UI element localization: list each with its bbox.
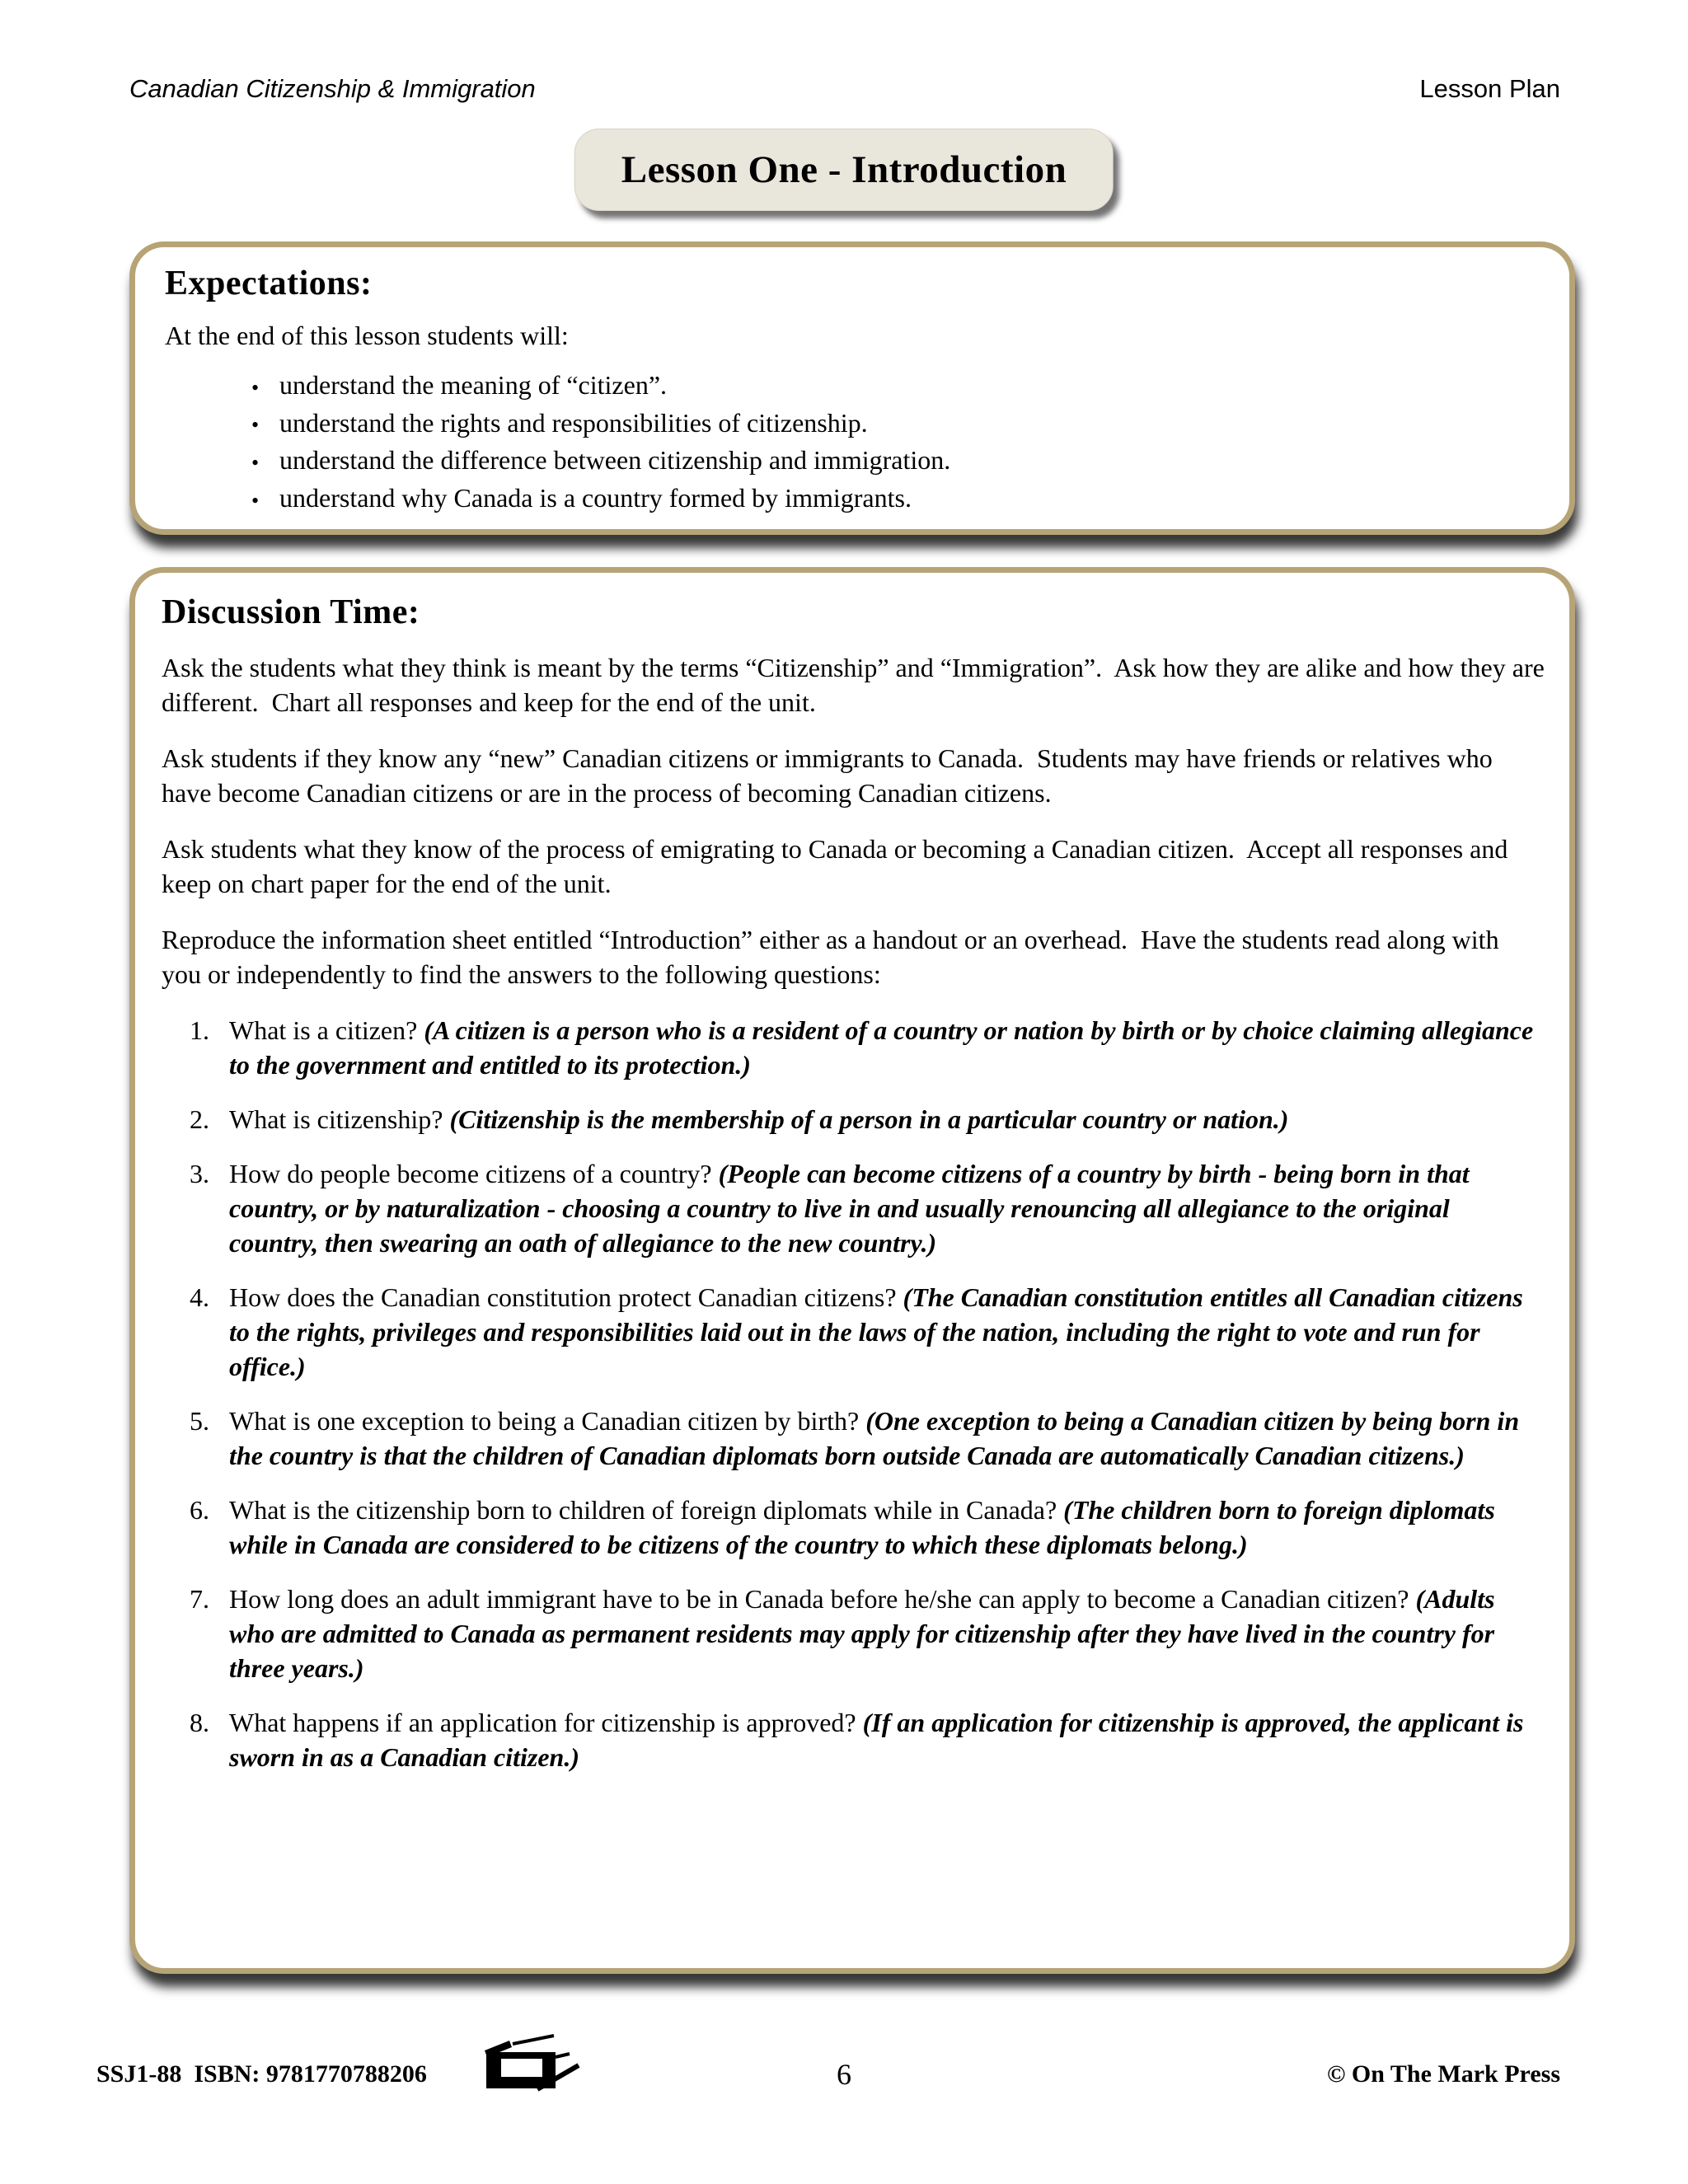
list-item-text: understand why Canada is a country formed by immigrants. xyxy=(279,482,912,513)
question: What is one exception to being a Canadian citizen by birth? xyxy=(229,1406,860,1436)
question-number: 1. xyxy=(190,1015,209,1045)
answer: (Adults who are admitted to Canada as permanent residents may apply for citizenship after they have lived in the country for three years.) xyxy=(229,1584,1495,1683)
list-item xyxy=(251,443,1541,480)
lesson-title-bubble xyxy=(574,129,1114,211)
question-text xyxy=(229,1102,1545,1137)
page-type-label: Lesson Plan xyxy=(1419,74,1560,103)
answer: (The children born to foreign diplomats while in Canada are considered to be citizens of the country to which these diplomats belong.) xyxy=(229,1495,1495,1559)
isbn-label: SSJ1-88 ISBN: 9781770788206 xyxy=(96,2060,427,2088)
answer: (If an application for citizenship is approved, the applicant is sworn in as a Canadian citizen.) xyxy=(229,1708,1524,1772)
list-item xyxy=(251,480,1541,518)
answer: (People can become citizens of a country by birth - being born in that country, or by naturalization - choosing a country to live in and usually renouncing all allegiance to the original country, then swearing an oath of allegiance to the new country.) xyxy=(229,1159,1470,1258)
copyright: © On The Mark Press xyxy=(1327,2060,1560,2088)
question-number: 2. xyxy=(190,1104,209,1134)
question-number: 3. xyxy=(190,1159,209,1188)
question: How long does an adult immigrant have to be in Canada before he/she can apply to become a Canadian citizen? xyxy=(229,1584,1409,1614)
discussion-panel xyxy=(129,567,1575,1974)
question-item xyxy=(162,1280,1545,1384)
question-number: 8. xyxy=(190,1708,209,1737)
question-text xyxy=(229,1582,1545,1685)
question-number: 6. xyxy=(190,1495,209,1525)
expectations-panel xyxy=(129,241,1575,535)
question: How does the Canadian constitution protect Canadian citizens? xyxy=(229,1282,897,1312)
paragraph: Reproduce the information sheet entitled “Introduction” either as a handout or an overhead. Have the students read along with you or independently to find the answers to the following questions: xyxy=(162,925,1506,989)
question-item xyxy=(162,1493,1545,1562)
question-item xyxy=(162,1705,1545,1774)
page-footer xyxy=(0,2057,1688,2148)
answer: (The Canadian constitution entitles all Canadian citizens to the rights, privileges and responsibilities laid out in the laws of the nation, including the right to vote and run for office.) xyxy=(229,1282,1523,1381)
page-header xyxy=(129,74,1560,104)
page-number: 6 xyxy=(837,2058,851,2091)
question-text xyxy=(229,1404,1545,1473)
answer: (A citizen is a person who is a resident of a country or nation by birth or by choice claiming allegiance to the government and entitled to its protection.) xyxy=(229,1015,1534,1080)
lesson-title: Lesson One - Introduction xyxy=(621,148,1067,191)
list-item xyxy=(251,368,1541,405)
question-text xyxy=(229,1705,1545,1774)
question-item xyxy=(162,1013,1545,1082)
question: What is a citizen? xyxy=(229,1015,418,1045)
question: How do people become citizens of a country? xyxy=(229,1159,712,1188)
list-item-text: understand the rights and responsibilities of citizenship. xyxy=(279,407,868,438)
question-text xyxy=(229,1280,1545,1384)
bullet-icon: • xyxy=(251,488,260,513)
bullet-icon: • xyxy=(251,450,260,475)
answer: (One exception to being a Canadian citizen by being born in the country is that the children of Canadian diplomats born outside Canada are automatically Canadian citizens.) xyxy=(229,1406,1520,1470)
discussion-heading: Discussion Time: xyxy=(162,593,420,631)
question-item xyxy=(162,1404,1545,1473)
question-item xyxy=(162,1102,1545,1137)
question-number: 7. xyxy=(190,1584,209,1614)
bullet-icon: • xyxy=(251,413,260,438)
question-text xyxy=(229,1493,1545,1562)
question-text xyxy=(229,1156,1545,1260)
list-item-text: understand the difference between citizenship and immigration. xyxy=(279,445,951,476)
question-number: 4. xyxy=(190,1282,209,1312)
answer: (Citizenship is the membership of a person in a particular country or nation.) xyxy=(449,1104,1289,1134)
question: What happens if an application for citizenship is approved? xyxy=(229,1708,856,1737)
question: What is citizenship? xyxy=(229,1104,443,1134)
question-text xyxy=(229,1013,1545,1082)
expectations-list xyxy=(165,368,1541,518)
list-item xyxy=(251,405,1541,443)
question-number: 5. xyxy=(190,1406,209,1436)
book-title: Canadian Citizenship & Immigration xyxy=(129,74,536,103)
paragraph: Ask students what they know of the process of emigrating to Canada or becoming a Canadian citizen. Accept all responses and keep on chart paper for the end of the unit. xyxy=(162,834,1515,898)
paragraph: Ask the students what they think is meant by the terms “Citizenship” and “Immigration”. Ask how they are alike and how they are different. Chart all responses and keep for the end of the unit. xyxy=(162,653,1551,717)
question-item xyxy=(162,1582,1545,1685)
expectations-heading: Expectations: xyxy=(165,265,373,302)
question-item xyxy=(162,1156,1545,1260)
paragraph: Ask students if they know any “new” Canadian citizens or immigrants to Canada. Students may have friends or relatives who have become Canadian citizens or are in the process of becoming Canadian citizens. xyxy=(162,743,1499,808)
question: What is the citizenship born to children of foreign diplomats while in Canada? xyxy=(229,1495,1057,1525)
expectations-intro: At the end of this lesson students will: xyxy=(165,321,569,350)
list-item-text: understand the meaning of “citizen”. xyxy=(279,370,668,400)
bullet-icon: • xyxy=(251,375,260,400)
